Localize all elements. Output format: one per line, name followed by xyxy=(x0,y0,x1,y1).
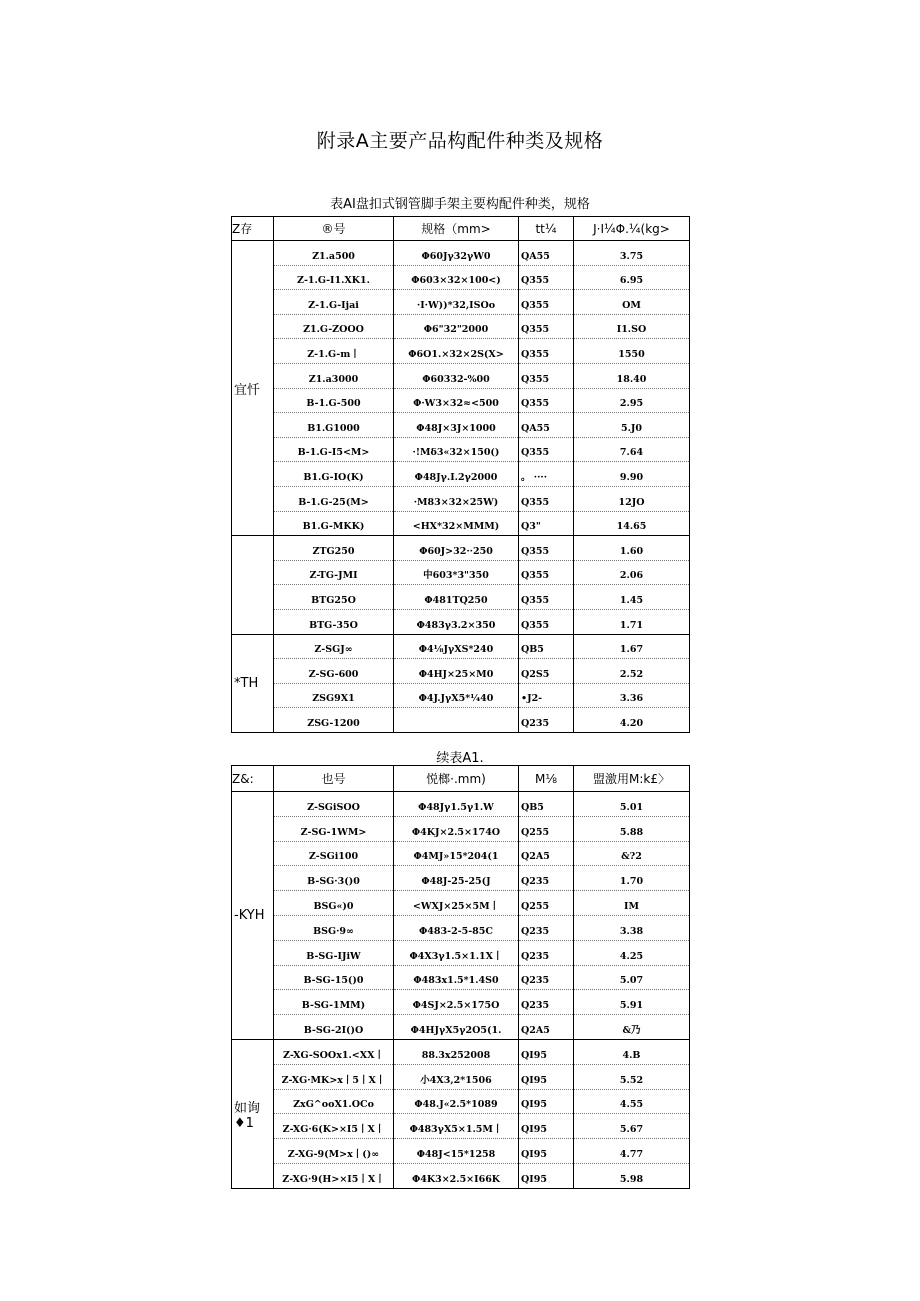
model-cell: Z-XG·6(K>×I5丨X丨 xyxy=(274,1114,394,1139)
material-cell: Q235 xyxy=(519,866,574,891)
spec-cell: <WXJ×25×5M丨 xyxy=(394,891,519,916)
weight-cell: 18.40 xyxy=(574,363,690,388)
model-cell: ZSG9X1 xyxy=(274,683,394,708)
material-cell: Q235 xyxy=(519,708,574,733)
model-cell: ZSG-1200 xyxy=(274,708,394,733)
weight-cell: 3.75 xyxy=(574,241,690,266)
table-row xyxy=(232,241,690,266)
weight-cell: 1550 xyxy=(574,339,690,364)
model-cell: B-SG-1MM) xyxy=(274,990,394,1015)
weight-cell: 1.71 xyxy=(574,609,690,634)
material-cell: Q235 xyxy=(519,965,574,990)
table-row xyxy=(232,609,690,634)
category-cell: 宜忏 xyxy=(232,241,274,536)
spec-cell: Φ48Jγ.I.2γ2000 xyxy=(394,462,519,487)
spec-cell: Φ·W3×32≈<500 xyxy=(394,388,519,413)
model-cell: Z-XG-9(M>x丨()∞ xyxy=(274,1139,394,1164)
column-header: J·I¼Φ.¼(kg> xyxy=(574,217,690,241)
table-row xyxy=(232,1163,690,1188)
model-cell: B-SG·3()0 xyxy=(274,866,394,891)
model-cell: B-SG-15()0 xyxy=(274,965,394,990)
model-cell: BSG·9∞ xyxy=(274,915,394,940)
model-cell: Z1.a500 xyxy=(274,241,394,266)
table-row xyxy=(232,866,690,891)
material-cell: Q2S5 xyxy=(519,659,574,684)
material-cell: Q355 xyxy=(519,290,574,315)
model-cell: BTG-35O xyxy=(274,609,394,634)
table1-caption: 表AI盘扣式钢管脚手架主要构配件种类，规格 xyxy=(330,197,590,212)
category-cell xyxy=(232,536,274,634)
table-row xyxy=(232,1089,690,1114)
model-cell: Z-SG-600 xyxy=(274,659,394,684)
spec-cell: Φ48.J«2.5*1089 xyxy=(394,1089,519,1114)
weight-cell: &?2 xyxy=(574,841,690,866)
model-cell: ZxG^ooX1.OCo xyxy=(274,1089,394,1114)
spec-cell: Φ603×32×100<) xyxy=(394,265,519,290)
table1-body xyxy=(232,217,690,733)
model-cell: Z-XG-SOOx1.<XX丨 xyxy=(274,1039,394,1064)
spec-cell: Φ483x1.5*1.4S0 xyxy=(394,965,519,990)
column-header: 盟激用M:k£〉 xyxy=(574,766,690,792)
spec-cell: Φ483γ3.2×350 xyxy=(394,609,519,634)
table-row xyxy=(232,511,690,536)
weight-cell: 7.64 xyxy=(574,437,690,462)
model-cell: B-1.G-25(M> xyxy=(274,486,394,511)
spec-cell: Φ483γX5×1.5M丨 xyxy=(394,1114,519,1139)
weight-cell: 9.90 xyxy=(574,462,690,487)
weight-cell: I1.SO xyxy=(574,314,690,339)
weight-cell: 3.36 xyxy=(574,683,690,708)
material-cell: Q355 xyxy=(519,437,574,462)
table-row xyxy=(232,560,690,585)
material-cell: Q355 xyxy=(519,536,574,561)
weight-cell: 5.91 xyxy=(574,990,690,1015)
table-row xyxy=(232,437,690,462)
model-cell: BTG25O xyxy=(274,585,394,610)
column-header: 也号 xyxy=(274,766,394,792)
spec-cell xyxy=(394,708,519,733)
material-cell: QI95 xyxy=(519,1163,574,1188)
spec-cell: Φ4MJ»15*204(1 xyxy=(394,841,519,866)
table-row xyxy=(232,816,690,841)
table-row xyxy=(232,1139,690,1164)
spec-cell: Φ4X3γ1.5×1.1X丨 xyxy=(394,940,519,965)
table-row xyxy=(232,683,690,708)
table-row xyxy=(232,388,690,413)
table-row xyxy=(232,891,690,916)
model-cell: Z1.a3000 xyxy=(274,363,394,388)
column-header: tt¼ xyxy=(519,217,574,241)
material-cell: 。 ···· xyxy=(519,462,574,487)
weight-cell: 4.B xyxy=(574,1039,690,1064)
weight-cell: 1.60 xyxy=(574,536,690,561)
table-row xyxy=(232,841,690,866)
spec-cell: Φ4K3×2.5×I66K xyxy=(394,1163,519,1188)
material-cell: Q355 xyxy=(519,609,574,634)
weight-cell: 14.65 xyxy=(574,511,690,536)
model-cell: Z1.G-ZOOO xyxy=(274,314,394,339)
spec-cell: Φ48J<15*1258 xyxy=(394,1139,519,1164)
spec-cell: Φ6O1.×32×2S(X> xyxy=(394,339,519,364)
material-cell: QI95 xyxy=(519,1039,574,1064)
continued-table xyxy=(231,765,690,1189)
table-row xyxy=(232,290,690,315)
material-cell: Q255 xyxy=(519,816,574,841)
model-cell: B-SG-IJiW xyxy=(274,940,394,965)
table-row xyxy=(232,314,690,339)
material-cell: Q355 xyxy=(519,314,574,339)
table-row xyxy=(232,965,690,990)
model-cell: B-1.G-500 xyxy=(274,388,394,413)
material-cell: QA55 xyxy=(519,413,574,438)
table-row xyxy=(232,708,690,733)
weight-cell: 5.52 xyxy=(574,1064,690,1089)
weight-cell: 5.88 xyxy=(574,816,690,841)
model-cell: Z-SGi100 xyxy=(274,841,394,866)
spec-cell: Φ48Jγ1.5γ1.W xyxy=(394,792,519,817)
table-row xyxy=(232,792,690,817)
model-cell: Z-1.G-I1.XK1. xyxy=(274,265,394,290)
table-row xyxy=(232,536,690,561)
spec-cell: Φ4SJ×2.5×175O xyxy=(394,990,519,1015)
model-cell: BSG«)0 xyxy=(274,891,394,916)
spec-cell: Φ481TQ250 xyxy=(394,585,519,610)
spec-cell: Φ60Jγ32γW0 xyxy=(394,241,519,266)
spec-cell: Φ483-2-5-85C xyxy=(394,915,519,940)
table-row xyxy=(232,634,690,659)
spec-cell: ·I·W))*32,ISOo xyxy=(394,290,519,315)
spec-cell: 小4X3,2*1506 xyxy=(394,1064,519,1089)
category-cell: 如询 ♦1 xyxy=(232,1039,274,1188)
weight-cell: IM xyxy=(574,891,690,916)
column-header: ®号 xyxy=(274,217,394,241)
spec-cell: Φ60332-%00 xyxy=(394,363,519,388)
weight-cell: 3.38 xyxy=(574,915,690,940)
table-row xyxy=(232,585,690,610)
category-cell: *TH xyxy=(232,634,274,732)
model-cell: B1.G-MKK) xyxy=(274,511,394,536)
model-cell: Z-XG·9(H>×I5丨X丨 xyxy=(274,1163,394,1188)
material-cell: Q355 xyxy=(519,363,574,388)
table-row xyxy=(232,486,690,511)
spec-cell: Φ4HJ×25×M0 xyxy=(394,659,519,684)
material-cell: Q355 xyxy=(519,486,574,511)
components-table xyxy=(231,216,690,733)
material-cell: Q235 xyxy=(519,990,574,1015)
material-cell: Q355 xyxy=(519,339,574,364)
table-row xyxy=(232,1015,690,1040)
model-cell: Z-XG·MK>x丨5丨X丨 xyxy=(274,1064,394,1089)
spec-cell: Φ4J.JγX5*¼40 xyxy=(394,683,519,708)
table-row xyxy=(232,990,690,1015)
table-row xyxy=(232,1039,690,1064)
model-cell: B-1.G-I5<M> xyxy=(274,437,394,462)
model-cell: Z-SGiSOO xyxy=(274,792,394,817)
spec-cell: <HX*32×MMM) xyxy=(394,511,519,536)
table-row xyxy=(232,1114,690,1139)
page-title: 附录A主要产品构配件种类及规格 xyxy=(316,130,604,152)
column-header: 规格（mm> xyxy=(394,217,519,241)
material-cell: QI95 xyxy=(519,1089,574,1114)
material-cell: Q355 xyxy=(519,265,574,290)
table-row xyxy=(232,659,690,684)
material-cell: QI95 xyxy=(519,1064,574,1089)
weight-cell: 5.07 xyxy=(574,965,690,990)
table-row xyxy=(232,940,690,965)
spec-cell: Φ60J>32··250 xyxy=(394,536,519,561)
spec-cell: Φ48J×3J×1000 xyxy=(394,413,519,438)
weight-cell: 5.67 xyxy=(574,1114,690,1139)
table-row xyxy=(232,265,690,290)
material-cell: QB5 xyxy=(519,792,574,817)
weight-cell: 12JO xyxy=(574,486,690,511)
header-row xyxy=(232,217,690,241)
spec-cell: Φ6"32"2000 xyxy=(394,314,519,339)
model-cell: B-SG-2I()O xyxy=(274,1015,394,1040)
weight-cell: 5.J0 xyxy=(574,413,690,438)
model-cell: Z-1.G-m丨 xyxy=(274,339,394,364)
material-cell: Q355 xyxy=(519,585,574,610)
table-row xyxy=(232,413,690,438)
material-cell: QB5 xyxy=(519,634,574,659)
table-row xyxy=(232,462,690,487)
column-header: M⅛ xyxy=(519,766,574,792)
weight-cell: &乃 xyxy=(574,1015,690,1040)
weight-cell: 5.01 xyxy=(574,792,690,817)
material-cell: QA55 xyxy=(519,241,574,266)
weight-cell: 5.98 xyxy=(574,1163,690,1188)
weight-cell: 1.45 xyxy=(574,585,690,610)
table2-body xyxy=(232,766,690,1189)
category-cell: -KYH xyxy=(232,792,274,1040)
material-cell: QI95 xyxy=(519,1114,574,1139)
model-cell: Z-TG-JMI xyxy=(274,560,394,585)
model-cell: ZTG250 xyxy=(274,536,394,561)
weight-cell: 4.25 xyxy=(574,940,690,965)
material-cell: Q355 xyxy=(519,560,574,585)
material-cell: •J2- xyxy=(519,683,574,708)
spec-cell: Φ48J-25-25(J xyxy=(394,866,519,891)
weight-cell: 1.67 xyxy=(574,634,690,659)
spec-cell: Φ4KJ×2.5×174O xyxy=(394,816,519,841)
table-row xyxy=(232,339,690,364)
material-cell: Q2A5 xyxy=(519,1015,574,1040)
table2-caption: 续表A1. xyxy=(436,751,484,766)
weight-cell: 4.77 xyxy=(574,1139,690,1164)
weight-cell: 2.95 xyxy=(574,388,690,413)
header-row xyxy=(232,766,690,792)
column-header: Z&: xyxy=(232,766,274,792)
material-cell: Q255 xyxy=(519,891,574,916)
material-cell: QI95 xyxy=(519,1139,574,1164)
material-cell: Q235 xyxy=(519,915,574,940)
weight-cell: OM xyxy=(574,290,690,315)
table-row xyxy=(232,915,690,940)
spec-cell: Φ4⅛JγXS*240 xyxy=(394,634,519,659)
model-cell: Z-SGJ∞ xyxy=(274,634,394,659)
spec-cell: 88.3x252008 xyxy=(394,1039,519,1064)
material-cell: Q355 xyxy=(519,388,574,413)
material-cell: Q235 xyxy=(519,940,574,965)
model-cell: Z-SG-1WM> xyxy=(274,816,394,841)
weight-cell: 6.95 xyxy=(574,265,690,290)
model-cell: Z-1.G-Ijai xyxy=(274,290,394,315)
column-header: 悦榔·.mm) xyxy=(394,766,519,792)
spec-cell: 中603*3"350 xyxy=(394,560,519,585)
column-header: Z存 xyxy=(232,217,274,241)
material-cell: Q2A5 xyxy=(519,841,574,866)
weight-cell: 2.52 xyxy=(574,659,690,684)
spec-cell: Φ4HJγX5γ2O5(1. xyxy=(394,1015,519,1040)
spec-cell: ·M83×32×25W) xyxy=(394,486,519,511)
weight-cell: 1.70 xyxy=(574,866,690,891)
table-row xyxy=(232,1064,690,1089)
model-cell: B1.G-IO(K) xyxy=(274,462,394,487)
material-cell: Q3" xyxy=(519,511,574,536)
weight-cell: 2.06 xyxy=(574,560,690,585)
table-row xyxy=(232,363,690,388)
spec-cell: ·!Mδ3«32×150() xyxy=(394,437,519,462)
weight-cell: 4.20 xyxy=(574,708,690,733)
model-cell: B1.G1000 xyxy=(274,413,394,438)
weight-cell: 4.55 xyxy=(574,1089,690,1114)
